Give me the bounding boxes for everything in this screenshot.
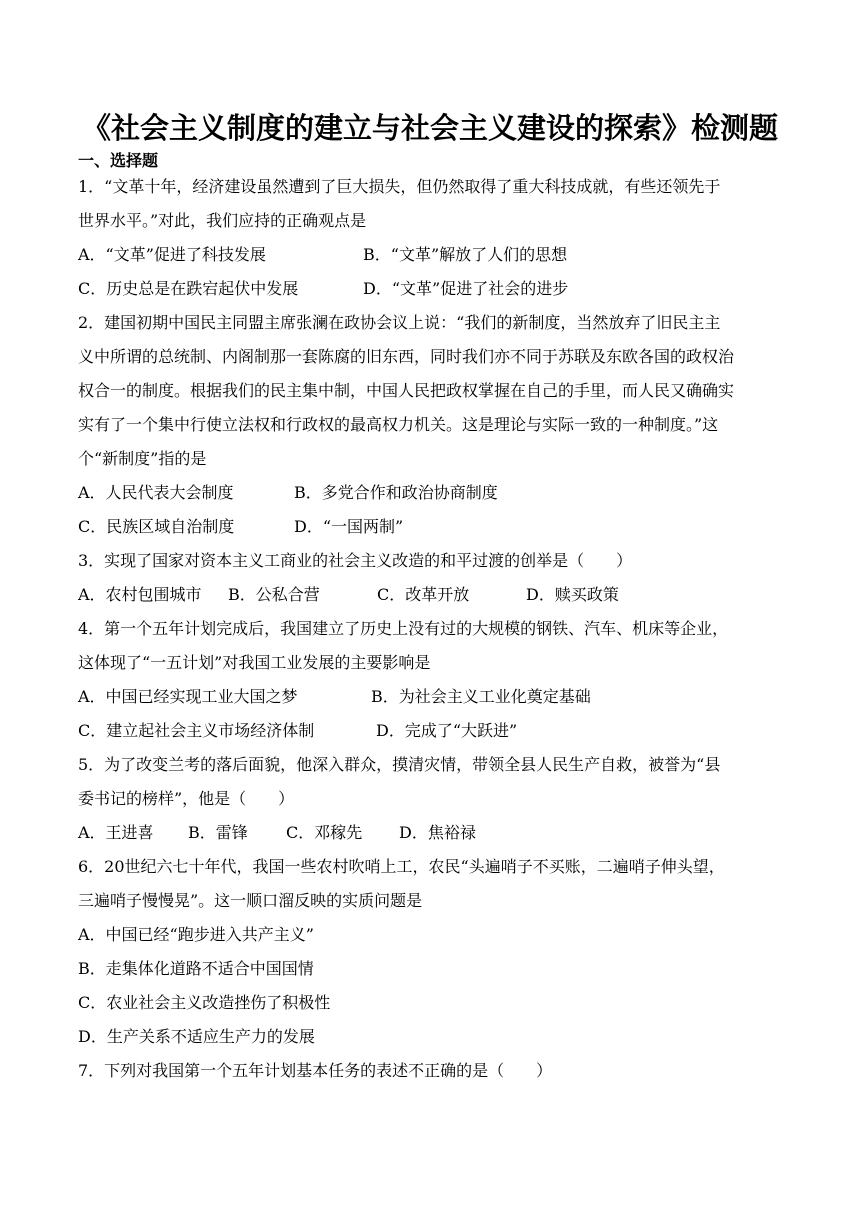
- question-6-option-c: C．农业社会主义改造挫伤了积极性: [78, 993, 331, 1012]
- question-4-option-a: A．中国已经实现工业大国之梦: [78, 687, 298, 706]
- question-1-option-c: C．历史总是在跌宕起伏中发展: [78, 279, 299, 298]
- question-7-line-1: 7．下列对我国第一个五年计划基本任务的表述不正确的是（ ）: [78, 1061, 553, 1080]
- question-6-line-1: 6．20世纪六七十年代，我国一些农村吹哨上工，农民“头遍哨子不买账，二遍哨子伸头望，: [78, 857, 725, 876]
- question-4-line-1: 4．第一个五年计划完成后，我国建立了历史上没有过的大规模的钢铁、汽车、机床等企业，: [78, 619, 729, 638]
- question-3-option-d: D．赎买政策: [526, 585, 619, 604]
- question-3-option-b: B．公私合营: [228, 585, 320, 604]
- question-2-line-5: 个“新制度”指的是: [78, 449, 207, 468]
- question-3-option-a: A．农村包围城市: [78, 585, 202, 604]
- question-1-line-2: 世界水平。”对此，我们应持的正确观点是: [78, 211, 367, 230]
- question-2-option-a: A．人民代表大会制度: [78, 483, 234, 502]
- question-1-option-b: B．“文革”解放了人们的思想: [363, 245, 568, 264]
- question-4-option-d: D．完成了“大跃进”: [376, 721, 518, 740]
- question-2-option-d: D．“一国两制”: [294, 517, 404, 536]
- question-2-option-b: B．多党合作和政治协商制度: [294, 483, 498, 502]
- question-3-option-c: C．改革开放: [377, 585, 470, 604]
- question-2-line-2: 义中所谓的总统制、内阁制那一套陈腐的旧东西，同时我们亦不同于苏联及东欧各国的政权治: [78, 347, 735, 366]
- question-4-option-b: B．为社会主义工业化奠定基础: [371, 687, 591, 706]
- question-2-line-4: 实有了一个集中行使立法权和行政权的最高权力机关。这是理论与实际一致的一种制度。”这: [78, 415, 719, 434]
- question-5-line-2: 委书记的榜样”，他是（ ）: [78, 789, 295, 808]
- question-6-line-2: 三遍哨子慢慢晃”。这一顺口溜反映的实质问题是: [78, 891, 423, 910]
- question-1-option-a: A．“文革”促进了科技发展: [78, 245, 266, 264]
- question-2-option-c: C．民族区域自治制度: [78, 517, 235, 536]
- question-3-line-1: 3．实现了国家对资本主义工商业的社会主义改造的和平过渡的创举是（ ）: [78, 551, 633, 570]
- page-title: 《社会主义制度的建立与社会主义建设的探索》检测题: [81, 111, 778, 145]
- question-5-line-1: 5．为了改变兰考的落后面貌，他深入群众，摸清灾情，带领全县人民生产自救，被誉为“县: [78, 755, 721, 774]
- question-6-option-a: A．中国已经“跑步进入共产主义”: [78, 925, 314, 944]
- question-6-option-d: D．生产关系不适应生产力的发展: [78, 1027, 315, 1046]
- question-5-option-b: B．雷锋: [188, 823, 248, 842]
- question-1-option-d: D．“文革”促进了社会的进步: [363, 279, 569, 298]
- question-5-option-a: A．王进喜: [78, 823, 154, 842]
- question-1-line-1: 1．“文革十年，经济建设虽然遭到了巨大损失，但仍然取得了重大科技成就，有些还领先于: [78, 177, 721, 196]
- question-6-option-b: B．走集体化道路不适合中国国情: [78, 959, 314, 978]
- question-5-option-c: C．邓稼先: [286, 823, 363, 842]
- question-2-line-1: 2．建国初期中国民主同盟主席张澜在政协会议上说：“我们的新制度，当然放弃了旧民主主: [78, 313, 721, 332]
- question-5-option-d: D．焦裕禄: [399, 823, 476, 842]
- question-4-option-c: C．建立起社会主义市场经济体制: [78, 721, 315, 740]
- question-2-line-3: 权合一的制度。根据我们的民主集中制，中国人民把政权掌握在自己的手里，而人民又确确实: [78, 381, 735, 400]
- section-heading: 一、选择题: [78, 151, 159, 170]
- question-4-line-2: 这体现了“一五计划”对我国工业发展的主要影响是: [78, 653, 431, 672]
